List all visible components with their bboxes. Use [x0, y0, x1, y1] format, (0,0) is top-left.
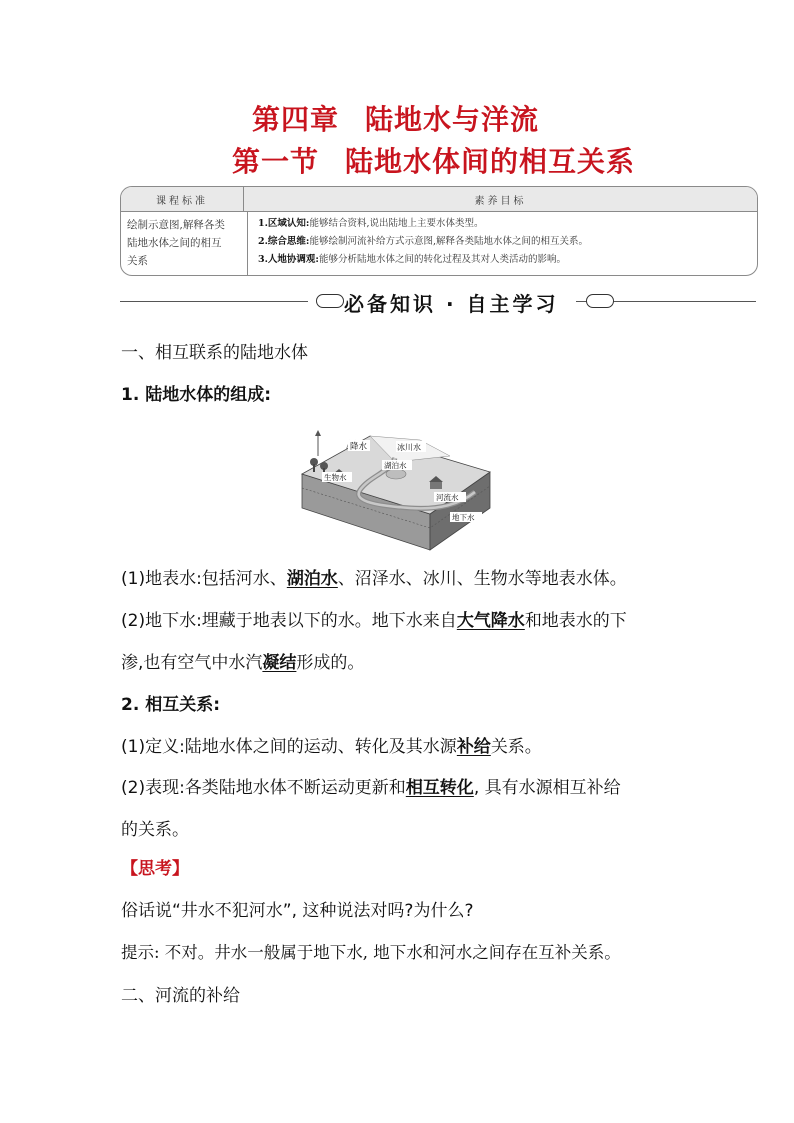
section-banner [120, 288, 756, 316]
line-groundwater-cont: 渗,也有空气中水汽凝结形成的。 [121, 653, 365, 673]
think-answer: 提示: 不对。井水一般属于地下水, 地下水和河水之间存在互补关系。 [121, 943, 621, 962]
label-river: 河流水 [436, 493, 459, 502]
literacy-goals-list [248, 212, 757, 275]
goal-item: 1.区域认知:能够结合资料,说出陆地上主要水体类型。 [258, 218, 484, 229]
label-glacier: 冰川水 [397, 443, 421, 452]
label-bio: 生物水 [324, 473, 347, 482]
item-heading-2: 2. 相互关系: [121, 695, 221, 715]
standards-table [120, 186, 758, 276]
line-definition: (1)定义:陆地水体之间的运动、转化及其水源补给关系。 [121, 737, 542, 757]
course-standard-header: 课程标准 [121, 187, 244, 211]
line-surface-water: (1)地表水:包括河水、湖泊水、沼泽水、冰川、生物水等地表水体。 [121, 569, 627, 589]
section-heading-2: 二、河流的补给 [121, 986, 240, 1006]
line-manifestation: (2)表现:各类陆地水体不断运动更新和相互转化, 具有水源相互补给 [121, 778, 621, 798]
banner-text: 必备知识 · 自主学习 [344, 292, 559, 316]
section-title: 第一节 陆地水体间的相互关系 [232, 145, 636, 178]
banner-left-ornament [316, 294, 344, 308]
goal-item: 3.人地协调观:能够分析陆地水体之间的转化过程及其对人类活动的影响。 [258, 254, 566, 265]
think-question: 俗话说“井水不犯河水”, 这种说法对吗?为什么? [121, 901, 474, 921]
chapter-title: 第四章 陆地水与洋流 [252, 103, 540, 136]
think-label: 【思考】 [121, 859, 189, 879]
item-heading-1: 1. 陆地水体的组成: [121, 385, 272, 405]
literacy-goals-header: 素养目标 [474, 195, 527, 207]
course-standard-text: 绘制示意图,解释各类 陆地水体之间的相互 关系 [121, 212, 248, 275]
land-water-diagram [300, 428, 492, 556]
section-heading-1: 一、相互联系的陆地水体 [121, 343, 308, 363]
goal-item: 2.综合思维:能够绘制河流补给方式示意图,解释各类陆地水体之间的相互关系。 [258, 236, 588, 247]
banner-right-ornament [586, 294, 614, 308]
label-lake: 湖泊水 [384, 461, 407, 470]
label-ground: 地下水 [452, 513, 475, 522]
line-groundwater: (2)地下水:埋藏于地表以下的水。地下水来自大气降水和地表水的下 [121, 611, 627, 631]
line-manifestation-cont: 的关系。 [121, 820, 189, 840]
label-rain: 降水 [350, 442, 368, 452]
